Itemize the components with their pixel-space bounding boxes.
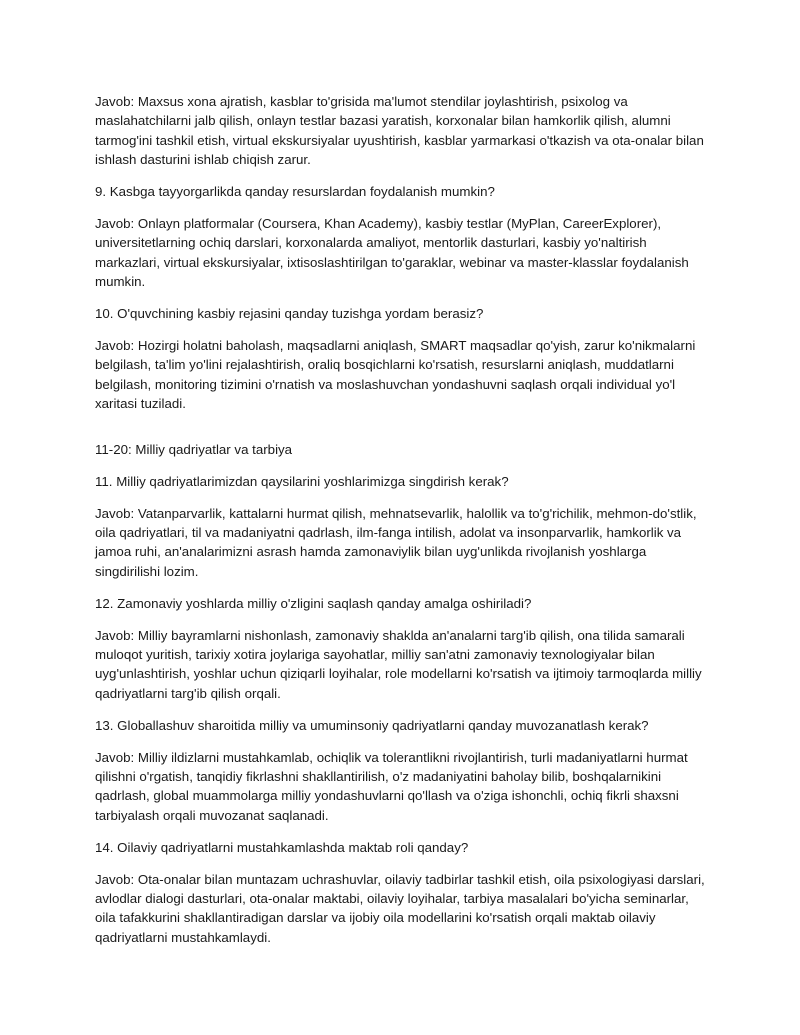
answer-paragraph: Javob: Milliy bayramlarni nishonlash, zamonaviy shaklda an'analarni targ'ib qilish, ona tilida samarali muloqot yuritish, tarixiy xotira joylariga sayohatlar, milliy san'atni zamonaviy texnologiyalar bilan uyg'unlashtirish, yoshlar uchun qiziqarli loyihalar, role modellarni ko'rsatish va ijtimoiy tarmoqlarda milliy qadriyatlarni targ'ib qilish orqali. [95, 627, 702, 701]
answer-paragraph: Javob: Maxsus xona ajratish, kasblar to'grisida ma'lumot stendilar joylashtirish, psixolog va maslahatchilarni jalb qilish, onlayn testlar bazasi yaratish, korxonalar bilan hamkorlik qilish, alumni tarmog'ini tashkil etish, virtual ekskursiyalar uyushtirish, kasblar yarmarkasi o'tkazish va ota-onalar bilan ishlash dasturini ishlab chiqish zarur. [95, 94, 704, 168]
answer-paragraph: Javob: Hozirgi holatni baholash, maqsadlarni aniqlash, SMART maqsadlar qo'yish, zarur ko'nikmalarni belgilash, ta'lim yo'lini rejalashtirish, oraliq bosqichlarni ko'rsatish, resurslarni aniqlash, muddatlarni belgilash, monitoring tizimini o'rnatish va moslashuvchan yondashuvni saqlash orqali individual yo'l xaritasi tuziladi. [95, 338, 696, 412]
answer-paragraph: Javob: Vatanparvarlik, kattalarni hurmat qilish, mehnatsevarlik, halollik va to'g'richilik, mehmon-do'stlik, oila qadriyatlari, til va madaniyatni qadrlash, ilm-fanga intilish, adolat va insonparvarlik, hamkorlik va jamoa ruhi, an'analarimizni asrash hamda zamonaviylik bilan uyg'unlikda rivojlanish yoshlarga singdirilishi lozim. [95, 505, 697, 579]
answer-paragraph: Javob: Milliy ildizlarni mustahkamlab, ochiqlik va tolerantlikni rivojlantirish, turli madaniyatlarni hurmat qilishni o'rgatish, tanqidiy fikrlashni shakllantirilish, o'z madaniyatini baholay bilib, boshqalarnikini qadrlash, global muammolarga milliy yondashuvlarni qo'llash va o'ziga ishonchli, ochiq fikrli shaxsni tarbiyalash orqali muvozanat saqlanadi. [95, 749, 688, 823]
answer-paragraph: Javob: Ota-onalar bilan muntazam uchrashuvlar, oilaviy tadbirlar tashkil etish, oila psixologiyasi darslari, avlodlar dialogi dasturlari, ota-onalar maktabi, oilaviy loyihalar, tarbiya masalalari bo'yicha seminarlar, oila tafakkurini shakllantiradigan darslar va ijobiy oila modellarini ko'rsatish orqali maktab oilaviy qadriyatlarni mustahkamlaydi. [95, 871, 705, 945]
question-heading: 14. Oilaviy qadriyatlarni mustahkamlashda maktab roli qanday? [95, 839, 469, 855]
question-heading: 10. O'quvchining kasbiy rejasini qanday tuzishga yordam berasiz? [95, 306, 484, 322]
answer-paragraph: Javob: Onlayn platformalar (Coursera, Khan Academy), kasbiy testlar (MyPlan, CareerExplorer), universitetlarning ochiq darslari, korxonalarda amaliyot, mentorlik dasturlari, kasbiy yo'naltirish markazlari, virtual ekskursiyalar, ixtisoslashtirilgan to'garaklar, webinar va master-klasslar foydalanish mumkin. [95, 216, 689, 290]
document-body [95, 92, 707, 960]
question-heading: 12. Zamonaviy yoshlarda milliy o'zligini saqlash qanday amalga oshiriladi? [95, 595, 532, 611]
question-heading: 13. Globallashuv sharoitida milliy va umuminsoniy qadriyatlarni qanday muvozanatlash kerak? [95, 717, 649, 733]
question-heading: 11. Milliy qadriyatlarimizdan qaysilarini yoshlarimizga singdirish kerak? [95, 473, 509, 489]
question-heading: 9. Kasbga tayyorgarlikda qanday resurslardan foydalanish mumkin? [95, 184, 495, 200]
section-heading: 11-20: Milliy qadriyatlar va tarbiya [95, 441, 293, 457]
